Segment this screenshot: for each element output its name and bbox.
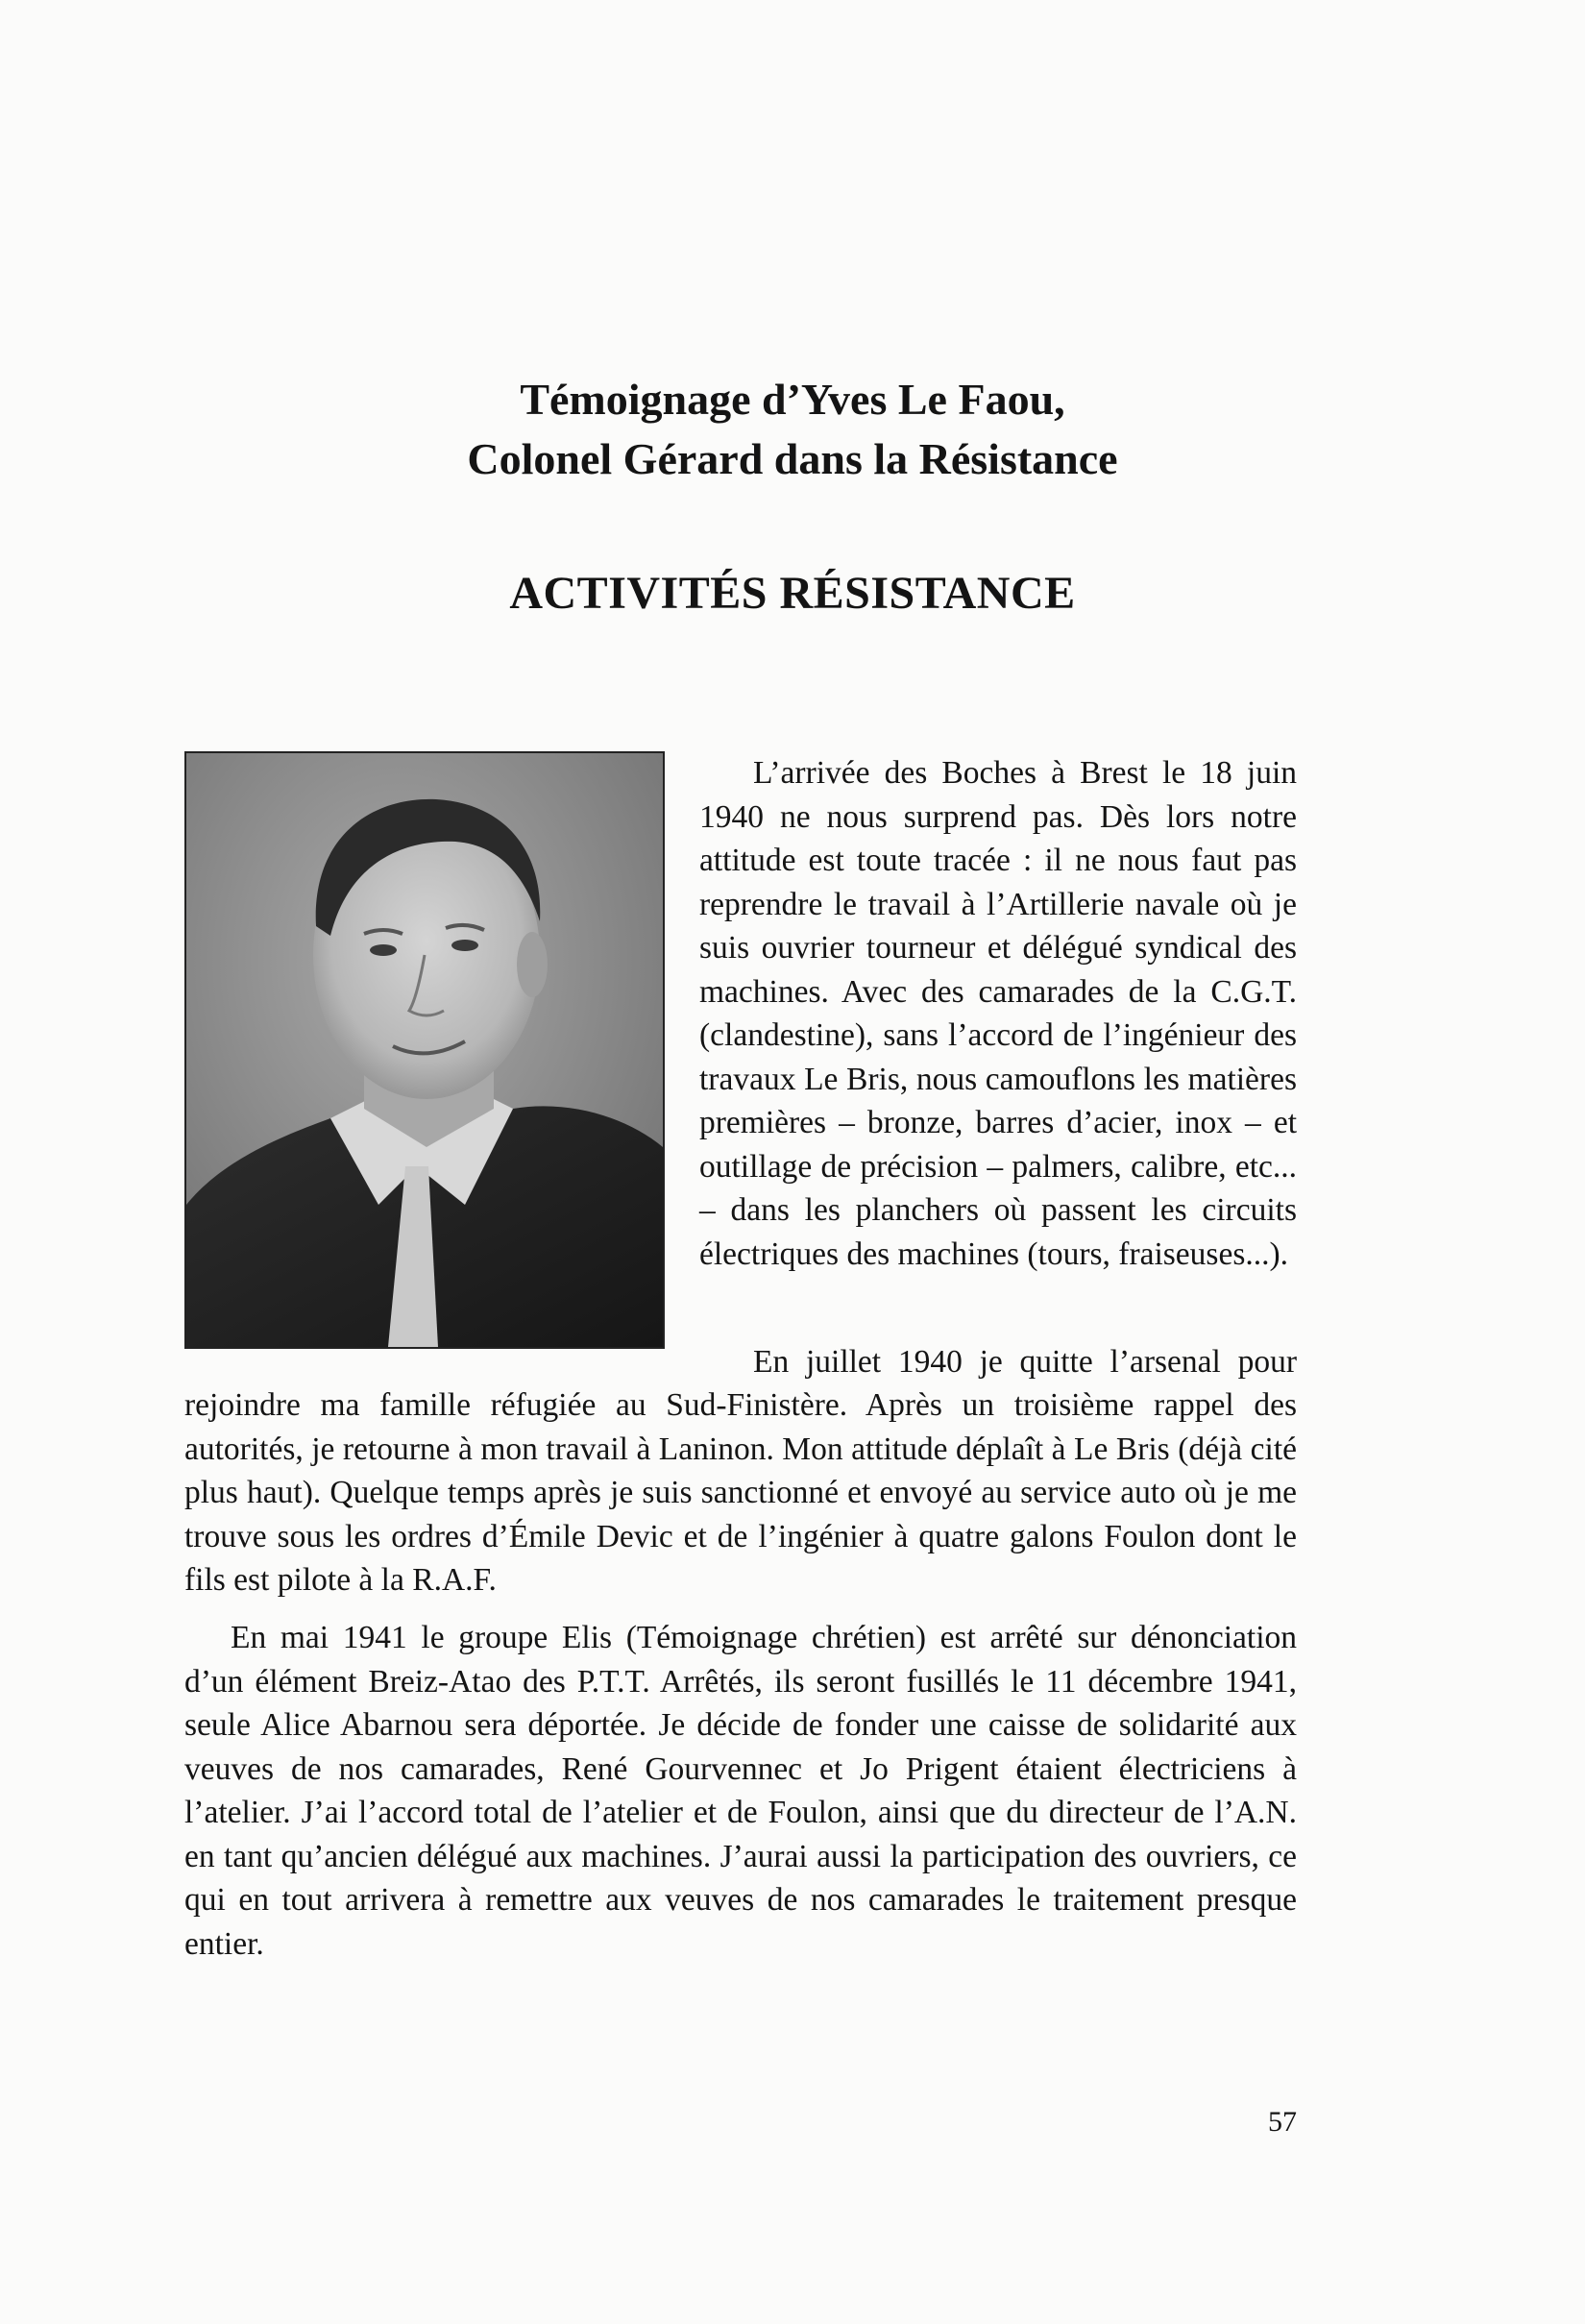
page-title [288,370,1297,489]
section-heading: ACTIVITÉS RÉSISTANCE [509,568,1076,619]
paragraph-2-first-line: En juillet 1940 je quitte l’arsenal pour [753,1344,1297,1380]
page-number: 57 [1268,2106,1297,2138]
paragraph-2: rejoindre ma famille réfugiée au Sud-Finistère. Après un troisième rappel des autorités, je retourne à mon travail à Laninon. Mon attitude déplaît à Le Bris (déjà cité plus haut). Quelque temps après je suis sanctionné et envoyé au service auto où je me trouve sous les ordres d’Émile Devic et de l’ingénier à quatre galons Foulon dont le fils est pilote à la R.A.F. [184,1387,1297,1598]
title-line-1: Témoignage d’Yves Le Faou, [520,375,1065,424]
portrait-illustration [186,753,663,1347]
paragraph-3: En mai 1941 le groupe Elis (Témoignage chrétien) est arrêté sur dénonciation d’un élément Breiz-Atao des P.T.T. Arrêtés, ils seront fusillés le 11 décembre 1941, seule Alice Abarnou sera déportée. Je décide de fonder une caisse de solidarité aux veuves de nos camarades, René Gourvennec et Jo Prigent étaient électriciens à l’atelier. J’ai l’accord total de l’atelier et de Foulon, ainsi que du directeur de l’A.N. en tant qu’ancien délégué aux machines. J’aurai aussi la participation des ouvriers, ce qui en tout arrivera à remettre aux veuves de nos camarades le traitement presque entier. [184,1620,1297,1962]
title-line-2: Colonel Gérard dans la Résistance [467,434,1118,483]
paragraph-1: L’arrivée des Boches à Brest le 18 juin 1940 ne nous surprend pas. Dès lors notre attitude est toute tracée : il ne nous faut pas reprendre le travail à l’Artillerie navale où je suis ouvrier tourneur et délégué syndical des machines. Avec des camarades de la C.G.T. (clandestine), sans l’accord de l’ingénieur des travaux Le Bris, nous camouflons les matières premières – bronze, barres d’acier, inox – et outillage de précision – palmers, calibre, etc... – dans les planchers où passent les circuits électriques des machines (tours, fraiseuses...). [699,755,1297,1272]
portrait-photo-icon [184,751,665,1349]
